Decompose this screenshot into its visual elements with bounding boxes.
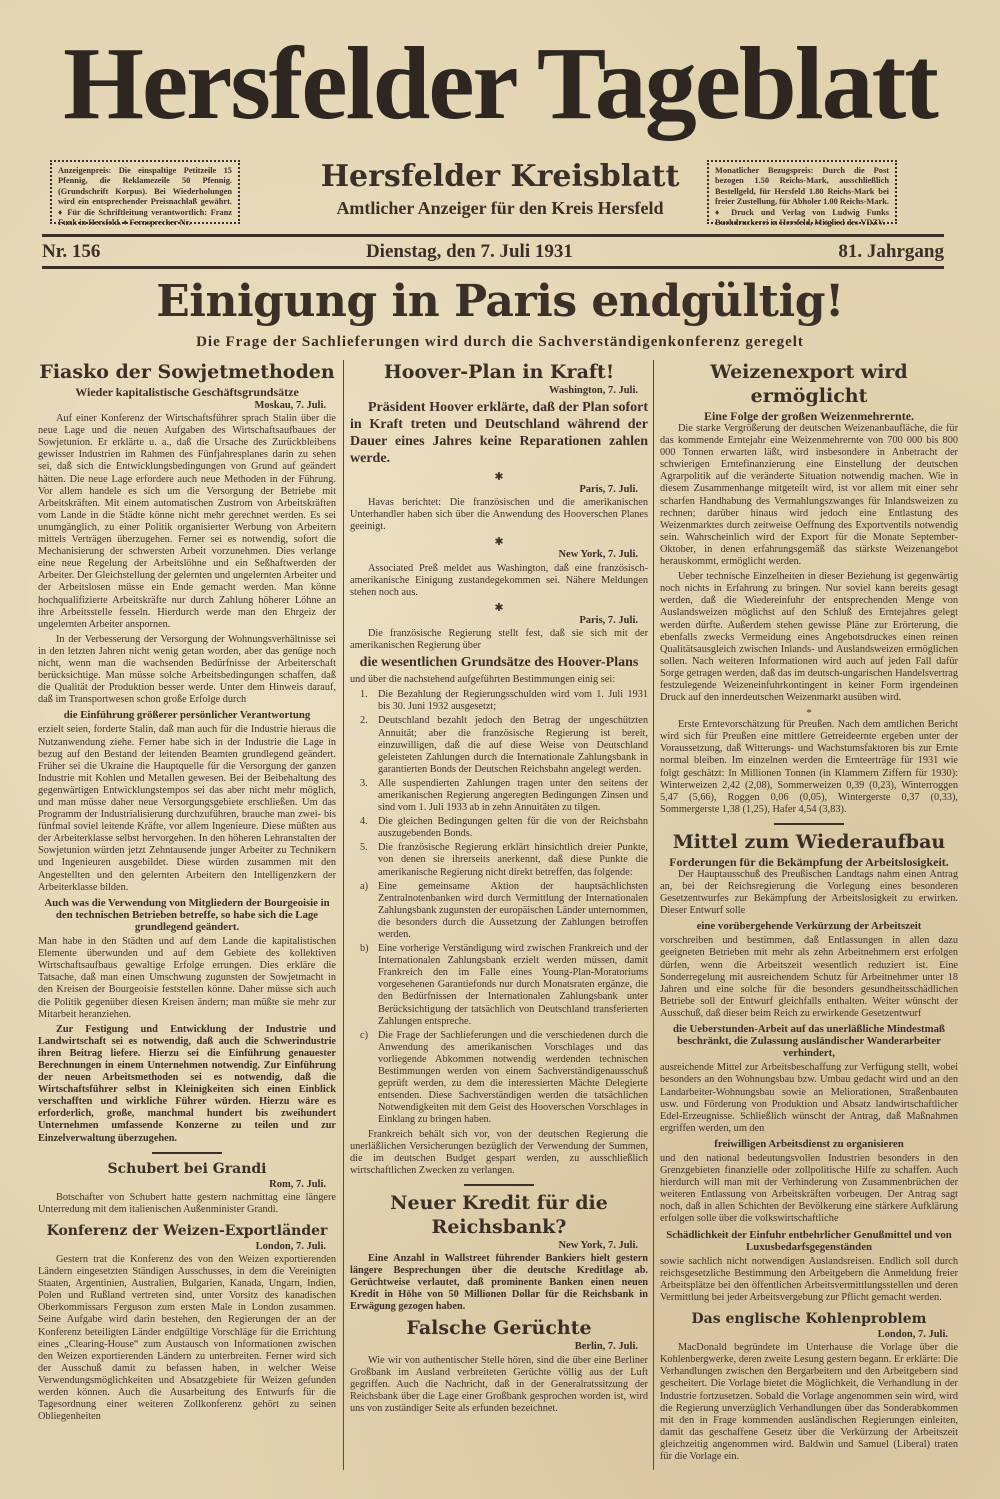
bottom-divider bbox=[42, 266, 944, 269]
paragraph: Erste Erntevorschätzung für Preußen. Nach dem amtlichen Bericht wird sich für Preußen eine mittlere Getreideernte ergeben unter der Voraussetzung, daß Witterungs- und Wachstumsfaktoren bis zur Ernte normal bleiben. Im einzelnen werden die Ernteerträge für 1931 wie folgt geschätzt: In Millionen Tonnen (in Klammern Ziffern für 1930): Winterweizen 2,42 (2,08), Sommerweizen 0,39 (0,23), Winterroggen 5,47 (5,66), Roggen 0,06 (0,05), Wintergerste 0,37 (0,33), Sommergerste 1,38 (1,25), Hafer 4,54 (3,83). bbox=[660, 719, 958, 815]
list-item bbox=[360, 881, 648, 941]
article-headline: Das englische Kohlenproblem bbox=[691, 1311, 927, 1328]
paragraph: In der Verbesserung der Versorgung der Wohnungsverhältnisse sei in den letzten Jahren nicht wenig getan worden, aber das genüge noch nicht, wenn man die wachsenden Bedürfnisse der Arbeiterschaft berücksichtige. Man müsse solche Arbeitsbedingungen schaffen, daß die Qualität der Produktion besser werde. Unter dem Hinweis darauf, daß im Transportwesen schon große Erfolge durch bbox=[38, 633, 336, 706]
list-item bbox=[360, 689, 648, 713]
subtitle-block bbox=[270, 158, 730, 220]
issue-number: Nr. 156 bbox=[42, 241, 101, 262]
column-middle bbox=[350, 358, 648, 1418]
separator-rule bbox=[152, 1152, 222, 1154]
paragraph: Auf einer Konferenz der Wirtschaftsführer sprach Stalin über die neue Lage und die neuen Aufgaben des Wirtschaftsaufbaues der Sowjetunion. Er erklärte u. a., daß die Ursache des Zurückbleibens gewisser Industrien im Rahmen des Fünfjahresplanes darin zu sehen sei, daß sich die Entwicklungsbedingungen von Grund auf geändert hätten. Die neue Lage erfordere auch neue Methoden in der Führung. Vor allem handele es sich um die Versorgung der Betriebe mit Arbeitskräften. Mit einem automatischen Zustrom von Arbeitskräften vom Lande in die Städte könne nicht mehr gerechnet werden. Es sei unumgänglich, zu einer Politik organisierter Werbung von Arbeitern mittels Verträgen überzugehen. Ferner sei es notwendig, sofort die Mechanisierung der schwersten Arbeit vorzunehmen. Dies verlange eine neue Regelung der Arbeitslöhne und ein Seßhaftwerden der Arbeiter. Der Gleichstellung der gelernten und ungelernten Arbeiter und der Arbeitslosen müsse ein Ende gemacht werden. Man könne hochqualifizierte Arbeitskräfte nur durch Zahlung höherer Löhne an ihre Arbeitsstelle fesseln. Hierdurch werde man den Ehrgeiz der ungelernten Arbeiter anspornen. bbox=[38, 413, 336, 630]
list-item bbox=[360, 816, 648, 840]
list-item bbox=[360, 842, 648, 878]
paragraph: erzielt seien, forderte Stalin, daß man auch für die Industrie hieraus die Nutzanwendung ziehe. Ferner habe sich in der Industrie die Lage in bezug auf den Bestand der leitenden Beamten grundlegend geändert. Früher sei die Ukraine die Hauptquelle für die Versorgung der ganzen Industrie mit Kohlen und Metallen gewesen. Bei der Beibehaltung des gegenwärtigen Entwicklungstempos sei das aber nicht mehr möglich, und man müsse daher neue Versorgungsgebiete erschließen. Um das Programm der Industrialisierung durchzuführen, brauche man zwei- bis fünfmal soviel leitende Kräfte, vor allem Ingenieure. Diese müßten aus der Arbeiterklasse selbst hervorgehen. In den höheren Lehranstalten der Sowjetunion würden jetzt Zehntausende junger Arbeiter zu Technikern und Ingenieuren ausgebildet. Diese würden zusammen mit den Angestellten und den gelernten Arbeitern den Intelligenzkern der Arbeiterklasse bilden. bbox=[38, 724, 336, 893]
emphasized-line: freiwilligen Arbeitsdienst zu organisieren bbox=[714, 1137, 904, 1150]
list-marker: b) bbox=[360, 943, 369, 955]
paragraph: Associated Preß meldet aus Washington, daß eine französisch-amerikanische Einigung zustandegekommen sei. Nähere Meldungen stehen noch aus. bbox=[350, 562, 648, 598]
dateline: Paris, 7. Juli. bbox=[579, 614, 638, 626]
column-divider bbox=[653, 360, 654, 1470]
article-subheadline: Eine Folge der großen Weizenmehrernte. bbox=[703, 409, 915, 423]
list-marker: 1. bbox=[360, 689, 368, 701]
list-item bbox=[360, 943, 648, 1028]
list-item-text: Die Frage der Sachlieferungen und die verschiedenen durch die Anwendung des amerikanischen Vorschlages und das vorliegende Abkommen notwendig werdenden technischen Bestimmungen werden von einem Sachverständigenausschuß geprüft werden, zu dem die interessierten Mächte Delegierte entsenden. Diese Sachverständigen werden die tatsächlichen Notwendigkeiten mit dem Geist des Hooverschen Vorschlages in Einklang zu bringen haben. bbox=[378, 1029, 648, 1126]
list-marker: 4. bbox=[360, 816, 368, 828]
paragraph: Botschafter von Schubert hatte gestern nachmittag eine längere Unterredung mit dem italienischen Außenminister Grandi. bbox=[38, 1191, 336, 1215]
dateline: Berlin, 7. Juli. bbox=[574, 1341, 638, 1353]
emphasized-line: die Einführung größerer persönlicher Verantwortung bbox=[63, 709, 311, 722]
separator-star-icon: ✱ bbox=[494, 601, 504, 614]
kreisblatt-title: Hersfelder Kreisblatt bbox=[320, 159, 680, 194]
paragraph: Ueber technische Einzelheiten in dieser Beziehung ist gegenwärtig noch nichts in Erfahrung zu bringen. Nur soviel kann bereits gesagt werden, daß die Wiedereinfuhr der entsprechenden Menge von Auslandsweizen möglichst auf den Schluß des Erntejahres gelegt werden dürfte. Außerdem stehen gewisse Pläne zur Erörterung, die ebenfalls zwecks Vermeidung eines Angebotsdruckes einen reinen Qualitätsausgleich zwischen Inlands- und Auslandsweizen ermöglichen sollen. Nach weiteren Informationen wird auch auf jeden Fall dafür Sorge getragen werden, daß das im deutsch-ungarischen Handelsvertrag festzulegende Weizeneinfuhrkontingent in keiner Form irgendeinen Druck auf den innerdeutschen Weizenmarkt ausüben wird. bbox=[660, 571, 958, 704]
paragraph: sowie sachlich nicht notwendigen Auslandsreisen. Endlich soll durch reichsgesetzliche Bestimmung den Arbeitgebern die Anmeldung freier Arbeitsplätze bei den öffentlichen Arbeitsvermittlungsstellen und deren Vermittlung bei jeder Arbeitsvergebung zur Pflicht gemacht werden. bbox=[660, 1255, 958, 1303]
emphasized-line: Auch was die Verwendung von Mitgliedern der Bourgeoisie in den technischen Betrieben betreffe, so habe sich die Lage grundlegend geändert. bbox=[44, 896, 330, 933]
section-heading: die wesentlichen Grundsätze des Hoover-Plans bbox=[359, 655, 639, 671]
list-item-text: Deutschland bezahlt jedoch den Betrag der ungeschützten Annuität; aber die französische Regierung ist bereit, einzuwilligen, daß die auf diese Weise von Deutschland geleisteten Zahlungen durch die Internationale Zahlungsbank in garantierten Bonds der Deutschen Reichsbahn angelegt werden. bbox=[378, 715, 648, 775]
list-item bbox=[360, 778, 648, 814]
emphasized-line: Schädlichkeit der Einfuhr entbehrlicher Genußmittel und von Luxusbedarfsgegenständen bbox=[666, 1228, 952, 1253]
list-marker: 5. bbox=[360, 842, 368, 854]
emphasized-line: die Ueberstunden-Arbeit auf das unerläßliche Mindestmaß beschränkt, die Zulassung ausländischer Wanderarbeiter verhindert, bbox=[672, 1023, 946, 1060]
article-subheadline: Wieder kapitalistische Geschäftsgrundsätze bbox=[75, 385, 299, 399]
column-left bbox=[38, 358, 336, 1426]
paragraph: Die französische Regierung stellt fest, daß sie sich mit der amerikanischen Regierung über bbox=[350, 627, 648, 652]
separator-star-icon: * bbox=[806, 707, 812, 720]
official-gazette-tagline: Amtlicher Anzeiger für den Kreis Hersfeld bbox=[336, 198, 664, 218]
article-headline: Fiasko der Sowjetmethoden bbox=[39, 361, 335, 383]
paragraph: Der Hauptausschuß des Preußischen Landtags nahm einen Antrag an, bei der Reichsregierung die Vorlegung eines besonderen Gesetzentwurfes zur Bekämpfung der Arbeitslosigkeit zu erwirken. Dieser Entwurf solle bbox=[660, 868, 958, 917]
list-item-text: Die Bezahlung der Regierungsschulden wird vom 1. Juli 1931 bis 30. Juni 1932 ausgesetzt; bbox=[378, 689, 648, 713]
article-headline: Neuer Kredit für die Reichsbank? bbox=[390, 1191, 608, 1238]
dateline: London, 7. Juli. bbox=[255, 1240, 326, 1252]
list-marker: c) bbox=[360, 1029, 368, 1041]
paragraph: Wie wir von authentischer Stelle hören, sind die über eine Berliner Großbank im Ausland verbreiteten Gerüchte völlig aus der Luft gegriffen. Auch die Nachricht, daß in der Generalratssitzung der Reichsbank über die Lage einer Großbank gesprochen worden ist, wird uns von zuständiger Seite als erfunden bezeichnet. bbox=[350, 1354, 648, 1414]
article-headline: Hoover-Plan in Kraft! bbox=[383, 361, 615, 383]
list-item-text: Alle suspendierten Zahlungen tragen unter den seitens der amerikanischen Regierung angeregten Bedingungen Zinsen und sind vom 1. Juli 1933 ab in zehn Annuitäten zu tilgen. bbox=[378, 777, 648, 814]
dateline: Paris, 7. Juli. bbox=[579, 484, 638, 496]
article-subheadline: Forderungen für die Bekämpfung der Arbeitslosigkeit. bbox=[669, 854, 949, 869]
emphasized-line: eine vorübergehende Verkürzung der Arbeitszeit bbox=[696, 920, 922, 933]
dateline: New York, 7. Juli. bbox=[558, 549, 638, 561]
article-headline: Falsche Gerüchte bbox=[406, 1317, 592, 1340]
article-headline: Konferenz der Weizen-Exportländer bbox=[46, 1222, 328, 1239]
article-headline: Mittel zum Wiederaufbau bbox=[672, 830, 946, 853]
separator-rule bbox=[464, 1184, 534, 1186]
dateline: London, 7. Juli. bbox=[877, 1329, 948, 1341]
list-marker: 2. bbox=[360, 715, 368, 727]
paragraph: Frankreich behält sich vor, von der deutschen Regierung die unerläßlichen Versicherungen bezüglich der Verwendung der Summen, die im deutschen Budget gespart werden, zu ausschließlich wirtschaftlichen Zwecken zu verlangen. bbox=[350, 1128, 648, 1176]
paragraph: Man habe in den Städten und auf dem Lande die kapitalistischen Elemente überwunden und auf dem Gebiete des kollektiven Wirtschaftsaufbaus gewaltige Erfolge errungen. Dies erkläre die Tatsache, daß man einen Umschwung zugunsten der Sowjetmacht in den Kreisen der Bourgeoisie feststellen könne. Daher müsse sich auch die Politik gegenüber diesen Kreisen ändern; man müßte sie mehr zur Mitarbeit heranziehen. bbox=[38, 936, 336, 1020]
paragraph: und über die nachstehend aufgeführten Bestimmungen einig sei: bbox=[350, 674, 616, 686]
paragraph: Die starke Vergrößerung der deutschen Weizenanbaufläche, die für das kommende Erntejahr eine Weizenmehrernte von 700 000 bis 800 000 Tonnen erwarten läßt, wird insbesondere in Anbetracht der schwierigen Erntefinanzierung eine Einstellung der deutschen Agrarpolitik auf die veränderte Situation notwendig machen. Wie in diesem Zusammenhange mitgeteilt wird, ist vor allem mit einer sehr scharfen Handhabung des Vermahlungszwanges für Inlandsweizen zu rechnen; darüber hinaus wird jedoch eine Entlastung des Weizenmarktes durch zeitweise Oeffnung des Exportventils notwendig sein. Wahrscheinlich wird der Export für die Monate September-Oktober, in denen erfahrungsgemäß das stärkste Weizenangebot herauskommt, ermöglicht werden. bbox=[660, 423, 958, 568]
list-item-text: Die französische Regierung erklärt hinsichtlich dreier Punkte, von denen sie ihrerseits anerkennt, daß diese Punkte die amerikanische Regierung nicht direkt betreffen, das folgende: bbox=[378, 842, 648, 878]
issue-date: Dienstag, den 7. Juli 1931 bbox=[365, 241, 573, 262]
paragraph: ausreichende Mittel zur Arbeitsbeschaffung zur Verfügung stellt, wobei besonders an den Wohnungsbau bzw. Umbau gedacht wird und an den Landarbeiter-Wohnungsbau sowie an Meliorationen, Straßenbauten usw. und Förderung von Produktion und Absatz landwirtschaftlicher Edel-Erzeugnisse. Schließlich wünscht der Antrag, daß Maßnahmen ergriffen werden, um den bbox=[660, 1062, 958, 1134]
top-divider bbox=[42, 234, 944, 237]
main-headline: Einigung in Paris endgültig! bbox=[156, 276, 844, 327]
column-divider bbox=[343, 360, 344, 1470]
list-marker: 3. bbox=[360, 777, 368, 789]
newspaper-masthead: Hersfelder Tageblatt bbox=[63, 26, 937, 141]
advertising-rates-box: Anzeigenpreis: Die einspaltige Petitzeile 15 Pfennig, die Reklamezeile 50 Pfennig. (Grundschrift Korpus). Bei Wiederholungen wird ein entsprechender Preisnachlaß gewährt. ♦ Für die Schriftleitung verantwortlich: Franz Funk in Hersfeld. ♦ Fernsprecher Nr. bbox=[50, 160, 240, 224]
dateline: New York, 7. Juli. bbox=[558, 1239, 638, 1251]
bold-paragraph: Zur Festigung und Entwicklung der Industrie und Landwirtschaft sei es notwendig, daß auch die Schwerindustrie ihren Beitrag liefere. Hierzu sei die Einführung genauester Berechnungen in einem Unternehmen notwendig. Zur Einführung der neuen Arbeitsmethoden sei es notwendig, daß die Wirtschaftsführer selbst in Kleinigkeiten sich einen Einblick verschafften und wirkliche Führer würden. Hierzu wäre es erforderlich, große, manchmal hundert bis zweihundert Unternehmen umfassende Konzerne zu teilen und zur Einzelverwaltung überzugehen. bbox=[38, 1023, 336, 1144]
paragraph: vorschreiben und bestimmen, daß Entlassungen in allen dazu geeigneten Betrieben mit mehr als zehn Arbeitnehmern erst erfolgen dürfen, wenn die Arbeitszeit wesentlich reduziert ist. Eine Sonderregelung mit ausreichendem Schutz für Arbeitnehmer unter 18 Jahren und eine solche für die besonders gesundheitsschädlichen Betriebe soll der Entwurf gleichfalls enthalten. Weiter wünscht der Ausschuß, daß dieser beim Reich zu erwirkende Gesetzentwurf bbox=[660, 935, 958, 1019]
dateline: Moskau, 7. Juli. bbox=[254, 400, 326, 411]
dateline: Rom, 7. Juli. bbox=[269, 1178, 326, 1190]
bold-paragraph: Eine Anzahl in Wallstreet führender Bankiers hielt gestern längere Besprechungen über die deutsche Kreditlage ab. Gerüchtweise verlautet, daß prominente Banken einen neuen Kredit in Höhe von 50 Millionen Dollar für die Reichsbank in Erwägung gezogen haben. bbox=[350, 1252, 648, 1313]
separator-star-icon: ✱ bbox=[494, 471, 504, 484]
article-headline: Weizenexport wird ermöglicht bbox=[710, 361, 908, 407]
separator-rule bbox=[774, 823, 844, 825]
list-item bbox=[360, 1030, 648, 1127]
dateline: Washington, 7. Juli. bbox=[549, 385, 638, 396]
paragraph: MacDonald begründete im Unterhause die Vorlage über die Kohlenbergwerke, deren zweite Lesung gestern begann. Er erklärte: Die Verhandlungen zwischen den Bergarbeitern und den Arbeitgebern sind gescheitert. Die Vorlage bietet die Möglichkeit, die Verhandlung in der Industrie fortzusetzen. Sobald die Vorlage angenommen sein wird, wird die Regierung unverzüglich Verhandlungen über das Sonderabkommen mit den in Frage kommenden ausländischen Regierungen einleiten, damit das geschaffene Gesetz über die Verkürzung der Arbeitszeit gleichzeitig angenommen wird. Baldwin und Samuel (Liberal) traten für die Vorlage ein. bbox=[660, 1342, 958, 1463]
list-marker: a) bbox=[360, 880, 368, 892]
column-right bbox=[660, 358, 958, 1466]
list-item-text: Eine vorherige Verständigung wird zwischen Frankreich und der Internationalen Zahlungsbank erzielt werden müssen, damit Frankreich den im Falle eines Young-Plan-Moratoriums vorgesehenen Garantiefonds nur durch Monatsraten ergänze, die den Bedürfnissen der Internationalen Zahlungsbank unter Berücksichtigung der tatsächlich von Deutschland transferierten Zahlungen entspreche. bbox=[378, 943, 648, 1027]
subscription-price-box: Monatlicher Bezugspreis: Durch die Post bezogen 1.50 Reichs-Mark, ausschließlich Bestellgeld, für Hersfeld 1.80 Reichs-Mark bei freier Zustellung, für Abholer 1.00 Reichs-Mark. ♦ Druck und Verlag von Ludwig Funks Buchdruckerei in Hersfeld, Mitglied des VDZV. bbox=[707, 160, 897, 224]
article-headline: Schubert bei Grandi bbox=[107, 1160, 267, 1177]
list-item bbox=[360, 715, 648, 775]
issue-volume: 81. Jahrgang bbox=[838, 241, 944, 262]
main-subheadline: Die Frage der Sachlieferungen wird durch die Sachverständigenkonferenz geregelt bbox=[196, 334, 804, 350]
issue-line bbox=[42, 240, 944, 264]
paragraph: Havas berichtet: Die französischen und die amerikanischen Unterhandler haben sich über die Anwendung des Hooverschen Planes geeinigt. bbox=[350, 497, 648, 533]
paragraph: und den national bedeutungsvollen Industrien besonders in den Grenzgebieten finanzielle oder zollpolitische Hilfe zu schaffen. Auch hierdurch will man mit der Verhinderung von Zusammenbrüchen der weiteren Entlassung von Arbeitskräften vorbeugen. Der Antrag sagt noch, daß in allen Schichten der Bevölkerung eine stärkere Aufklärung erfolgen solle über die volkswirtschaftliche bbox=[660, 1152, 958, 1225]
lead-paragraph: Präsident Hoover erklärte, daß der Plan sofort in Kraft treten und Deutschland während der Dauer eines Jahres keine Reparationen zahlen werde. bbox=[350, 400, 648, 467]
list-item-text: Eine gemeinsame Aktion der hauptsächlichsten Zentralnotenbanken wird durch Vermittlung der Internationalen Zahlungsbank zugunsten der europäischen Länder unternommen, die besonders durch die Aussetzung der Zahlungen betroffen werden. bbox=[378, 880, 648, 940]
paragraph: Gestern trat die Konferenz des von den Weizen exportierenden Ländern eingesetzten Ständigen Ausschusses, in dem die Vereinigten Staaten, Argentinien, Australien, Bulgarien, Kanada, Ungarn, Indien, Polen und Rußland vertreten sind, unter Vorsitz des kanadischen Oberkommissars Ferguson zum ersten Male in London zusammen. Seine Aufgabe wird darin bestehen, den Regierungen der an der Konferenz beteiligten Länder endgültige Vorschläge für die Errichtung eines „Clearing-House“ zum Austausch von Informationen zwischen den Weizen exportierenden Ländern zu unterbreiten. Ferner wird sich der Ausschuß damit zu befassen haben, in welcher Weise Verwendungsmöglichkeiten und Absatzgebiete für Weizen gefunden werden können. Auch die Ausarbeitung des Entwurfs für die Tagesordnung einer weiteren Zollkonferenz gehört zu seinen Obliegenheiten bbox=[38, 1254, 336, 1423]
list-item-text: Die gleichen Bedingungen gelten für die von der Reichsbahn auszugebenden Bonds. bbox=[378, 816, 648, 840]
separator-star-icon: ✱ bbox=[494, 536, 504, 549]
